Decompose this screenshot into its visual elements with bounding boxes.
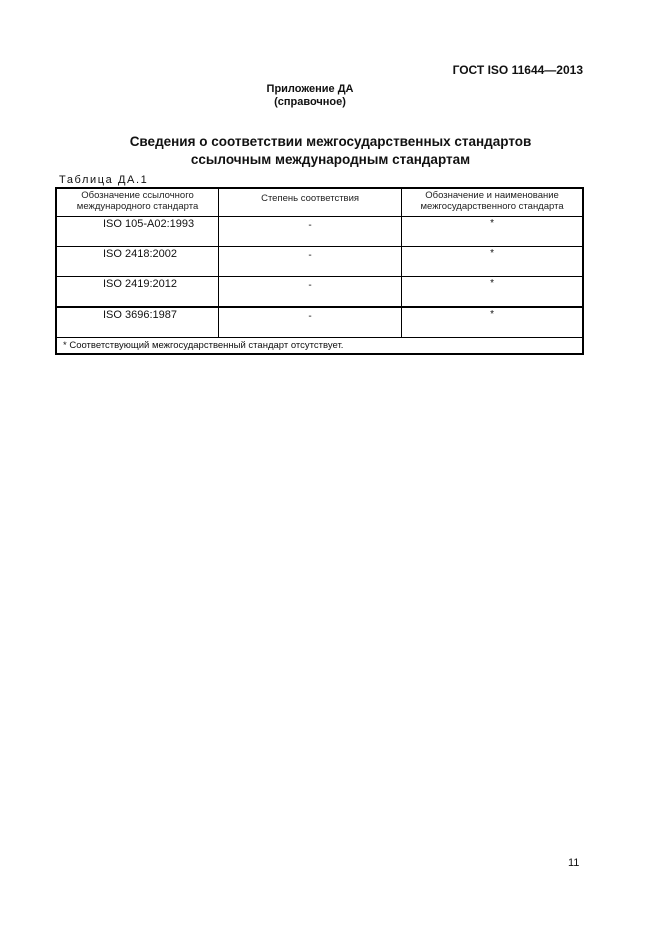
table-footnote: * Соответствующий межгосударственный стандарт отсутствует. [56, 338, 583, 355]
section-title-line1: Сведения о соответствии межгосударственных стандартов [129, 134, 532, 149]
section-title-line2: ссылочным международным стандартам [190, 152, 471, 167]
table-row [56, 217, 583, 247]
table-row [56, 247, 583, 277]
annex-heading [0, 83, 620, 109]
cell-standard: ISO 3696:1987 [56, 307, 219, 338]
annex-title: Приложение ДА [266, 83, 354, 95]
table-header-row [56, 188, 583, 217]
cell-standard: ISO 105-A02:1993 [56, 217, 219, 247]
cell-standard: ISO 2419:2012 [56, 277, 219, 308]
column-header-degree: Степень соответствия [219, 188, 402, 217]
cell-degree: - [219, 217, 402, 247]
cell-interstate: * [402, 307, 583, 338]
cell-degree: - [219, 247, 402, 277]
column-header-reference-standard: Обозначение ссылочного международного стандарта [56, 188, 219, 217]
correspondence-table [55, 187, 584, 355]
page-number: 11 [568, 857, 580, 869]
cell-interstate: * [402, 247, 583, 277]
table-row [56, 277, 583, 308]
table-row [56, 307, 583, 338]
cell-interstate: * [402, 277, 583, 308]
table-label: Таблица ДА.1 [59, 174, 149, 186]
cell-standard: ISO 2418:2002 [56, 247, 219, 277]
annex-subtitle: (справочное) [274, 96, 346, 108]
cell-degree: - [219, 307, 402, 338]
cell-degree: - [219, 277, 402, 308]
cell-interstate: * [402, 217, 583, 247]
document-code: ГОСТ ISO 11644—2013 [452, 63, 583, 77]
column-header-interstate-standard: Обозначение и наименование межгосударственного стандарта [402, 188, 583, 217]
section-title [0, 133, 661, 169]
table-footnote-row [56, 338, 583, 355]
